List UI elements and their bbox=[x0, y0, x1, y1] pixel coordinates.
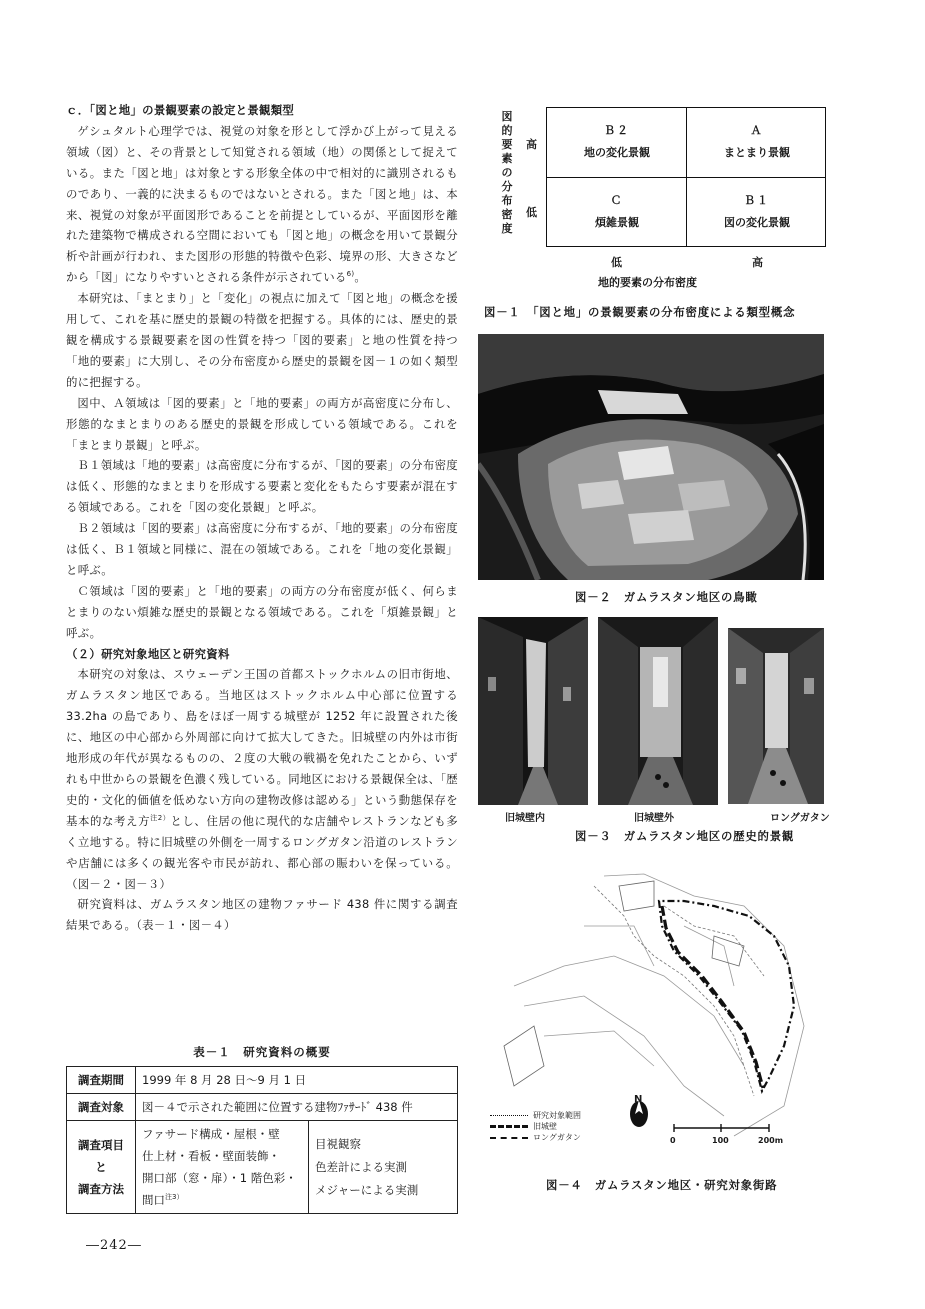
label-line: 調査方法 bbox=[78, 1182, 124, 1196]
fig1-cell-c bbox=[547, 178, 687, 248]
cell-name: 煩雑景観 bbox=[595, 216, 639, 229]
table-cell-value: 図－４で示された範囲に位置する建物ﾌｧｻｰﾄﾞ 438 件 bbox=[136, 1094, 458, 1121]
section-heading-2: （２）研究対象地区と研究資料 bbox=[66, 646, 230, 661]
cell-name: 地の変化景観 bbox=[584, 146, 650, 159]
paragraph-study-area-text: 本研究の対象は、スウェーデン王国の首都ストックホルムの旧市街地、ガムラスタン地区である。当地区はストックホルム中心部に位置する 33.2ha の島であり、島をほぼ一周する城壁が 1252 年に設置された後に、地区の中心部から外周部に向けて拡大してきた。旧城壁の内外は市街地形成の年代が異なるものの、２度の大戦の戦禍を免れたことから、いずれも中世からの景観を色濃く残している。同地区における景観保全は、「歴史的・文化的価値を低めない方向の建物改修は認める」という動態保存を基本的な考え方 bbox=[66, 667, 458, 828]
fig3-photo-outside-wall bbox=[598, 617, 718, 805]
table1-caption: 表－１ 研究資料の概要 bbox=[193, 1045, 331, 1059]
fig1-y-low: 低 bbox=[526, 206, 537, 219]
page-number: ―242― bbox=[86, 1238, 142, 1253]
table-cell-label bbox=[67, 1121, 136, 1214]
paragraph-gestalt bbox=[66, 121, 458, 288]
fig1-cell-b1 bbox=[687, 178, 827, 248]
fig4-north-label: N bbox=[634, 1094, 643, 1105]
label-line: と bbox=[95, 1160, 107, 1174]
legend-swatch-longgatan bbox=[490, 1137, 528, 1139]
fig1-matrix bbox=[546, 107, 826, 247]
method-line: メジャーによる実測 bbox=[315, 1182, 419, 1197]
items-line-text: 間口 bbox=[142, 1193, 165, 1207]
fig1-x-low: 低 bbox=[611, 256, 622, 269]
footnote-ref-6: 6) bbox=[346, 270, 355, 279]
left-column bbox=[66, 100, 458, 936]
cell-code: Ｂ２ bbox=[604, 124, 630, 137]
table1 bbox=[66, 1066, 458, 1214]
legend-item bbox=[490, 1132, 581, 1143]
fig3-label-inside: 旧城壁内 bbox=[505, 813, 545, 824]
table-cell-label: 調査対象 bbox=[67, 1094, 136, 1121]
table-cell-label: 調査期間 bbox=[67, 1067, 136, 1094]
fig1-y-axis-label: 図的要素の分布密度 bbox=[501, 110, 513, 235]
items-line: 仕上材・看板・壁面装飾・ bbox=[142, 1149, 280, 1163]
cell-code: Ｃ bbox=[610, 194, 624, 207]
table-cell-value: 1999 年 8 月 28 日～9 月 1 日 bbox=[136, 1067, 458, 1094]
fig4-scale-0: 0 bbox=[670, 1136, 676, 1145]
cell-code: Ｂ１ bbox=[744, 194, 770, 207]
fig3-label-outside: 旧城壁外 bbox=[634, 813, 674, 824]
paragraph-study-area bbox=[66, 664, 458, 894]
section-heading-c: ｃ．「図と地」の景観要素の設定と景観類型 bbox=[66, 103, 295, 117]
table-row bbox=[67, 1121, 458, 1214]
fig2-aerial-photo bbox=[478, 334, 824, 580]
legend-label: 研究対象範囲 bbox=[533, 1111, 581, 1120]
fig1-x-axis-label: 地的要素の分布密度 bbox=[598, 276, 697, 289]
paragraph-gestalt-text: ゲシュタルト心理学では、視覚の対象を形として浮かび上がって見える領域（図）と、その背景として知覚される領域（地）の関係として捉えている。また「図と地」は対象とする形象全体の中で相対的に識別されるものであり、一義的に決まるものではないとされる。また「図と地」は、本来、視覚の対象が平面図形であることを前提としているが、平面図形を離れた建築物で構成される空間においても「図と地」の概念を用いて景観分析や計画が行われ、また図形の形態的特徴や色彩、境界の形、大きさなどから「図」になりやすいとされる条件が示されている bbox=[66, 123, 458, 285]
fig4-legend bbox=[490, 1110, 581, 1143]
paragraph-study-approach: 本研究は、「まとまり」と「変化」の視点に加えて「図と地」の概念を援用して、これを基に歴史的景観の特徴を把握する。具体的には、歴史的景観を構成する景観要素を図の性質を持つ「図的要素」と地の性質を持つ「地的要素」に大別し、その分布密度から歴史的景観を図－１の如く類型的に把握する。 bbox=[66, 291, 458, 389]
legend-label: ロングガタン bbox=[533, 1133, 581, 1142]
method-line: 色差計による実測 bbox=[315, 1159, 407, 1174]
footnote-ref-2: 注2） bbox=[150, 814, 171, 823]
table-cell-items bbox=[136, 1121, 309, 1214]
items-line bbox=[142, 1189, 302, 1211]
fig1-cell-a bbox=[687, 108, 827, 178]
items-line: ファサード構成・屋根・壁 bbox=[142, 1127, 280, 1141]
cell-name: まとまり景観 bbox=[724, 146, 790, 159]
cell-code: Ａ bbox=[750, 124, 764, 137]
paragraph-materials: 研究資料は、ガムラスタン地区の建物ファサード 438 件に関する調査結果である。（表－１・図－４） bbox=[66, 897, 458, 933]
table-row bbox=[67, 1067, 458, 1094]
paragraph-region-b1: Ｂ１領域は「地的要素」は高密度に分布するが、「図的要素」の分布密度は低く、形態的なまとまりを形成する要素と変化をもたらす要素が混在する領域である。これを「図の変化景観」と呼ぶ。 bbox=[66, 458, 458, 515]
fig1-cell-b2 bbox=[547, 108, 687, 178]
fig3-label-longgatan: ロングガタン bbox=[770, 813, 830, 824]
fig4-scale-100: 100 bbox=[712, 1136, 729, 1145]
fig3-caption: 図－３ ガムラスタン地区の歴史的景観 bbox=[575, 829, 795, 843]
fig4-caption: 図－４ ガムラスタン地区・研究対象街路 bbox=[546, 1178, 778, 1192]
cell-name: 図の変化景観 bbox=[724, 216, 790, 229]
paragraph-region-c: Ｃ領域は「図的要素」と「地的要素」の両方の分布密度が低く、何らまとまりのない煩雑な歴史的景観となる領域である。これを「煩雑景観」と呼ぶ。 bbox=[66, 583, 458, 640]
legend-label: 旧城壁 bbox=[533, 1122, 557, 1131]
legend-item bbox=[490, 1110, 581, 1121]
table-cell-method bbox=[309, 1121, 458, 1214]
paragraph-gestalt-end: 。 bbox=[354, 270, 367, 285]
fig2-caption: 図－２ ガムラスタン地区の鳥瞰 bbox=[575, 590, 758, 604]
items-line: 開口部（窓・扉）・1 階色彩・ bbox=[142, 1171, 297, 1185]
fig1-caption: 図－１ 「図と地」の景観要素の分布密度による類型概念 bbox=[484, 305, 796, 319]
paragraph-region-a: 図中、Ａ領域は「図的要素」と「地的要素」の両方が高密度に分布し、形態的なまとまりのある歴史的景観を形成している領域である。これを「まとまり景観」と呼ぶ。 bbox=[66, 395, 458, 452]
paragraph-study-area-cont: とし、住居の他に現代的な店舗やレストランなども多く立地する。特に旧城壁の外側を一周するロングガタン沿道のレストランや店舗には多くの観光客や市民が訪れ、都心部の賑わいを保っている。（図－２・図－３） bbox=[66, 813, 459, 891]
fig3-photo-longgatan bbox=[728, 628, 824, 804]
legend-swatch-area bbox=[490, 1115, 528, 1116]
footnote-ref-3: 注3） bbox=[165, 1193, 184, 1202]
table-row bbox=[67, 1094, 458, 1121]
label-line: 調査項目 bbox=[78, 1138, 124, 1152]
fig3-photo-inside-wall bbox=[478, 617, 588, 805]
paragraph-region-b2: Ｂ２領域は「図的要素」は高密度に分布するが、「地的要素」の分布密度は低く、Ｂ１領域と同様に、混在の領域である。これを「地の変化景観」と呼ぶ。 bbox=[66, 521, 458, 577]
fig1-y-high: 高 bbox=[526, 138, 537, 151]
fig4-scale-200: 200m bbox=[758, 1136, 784, 1145]
legend-swatch-wall bbox=[490, 1125, 528, 1128]
legend-item bbox=[490, 1121, 581, 1132]
fig1-x-high: 高 bbox=[752, 256, 763, 269]
method-line: 目視観察 bbox=[315, 1136, 361, 1151]
